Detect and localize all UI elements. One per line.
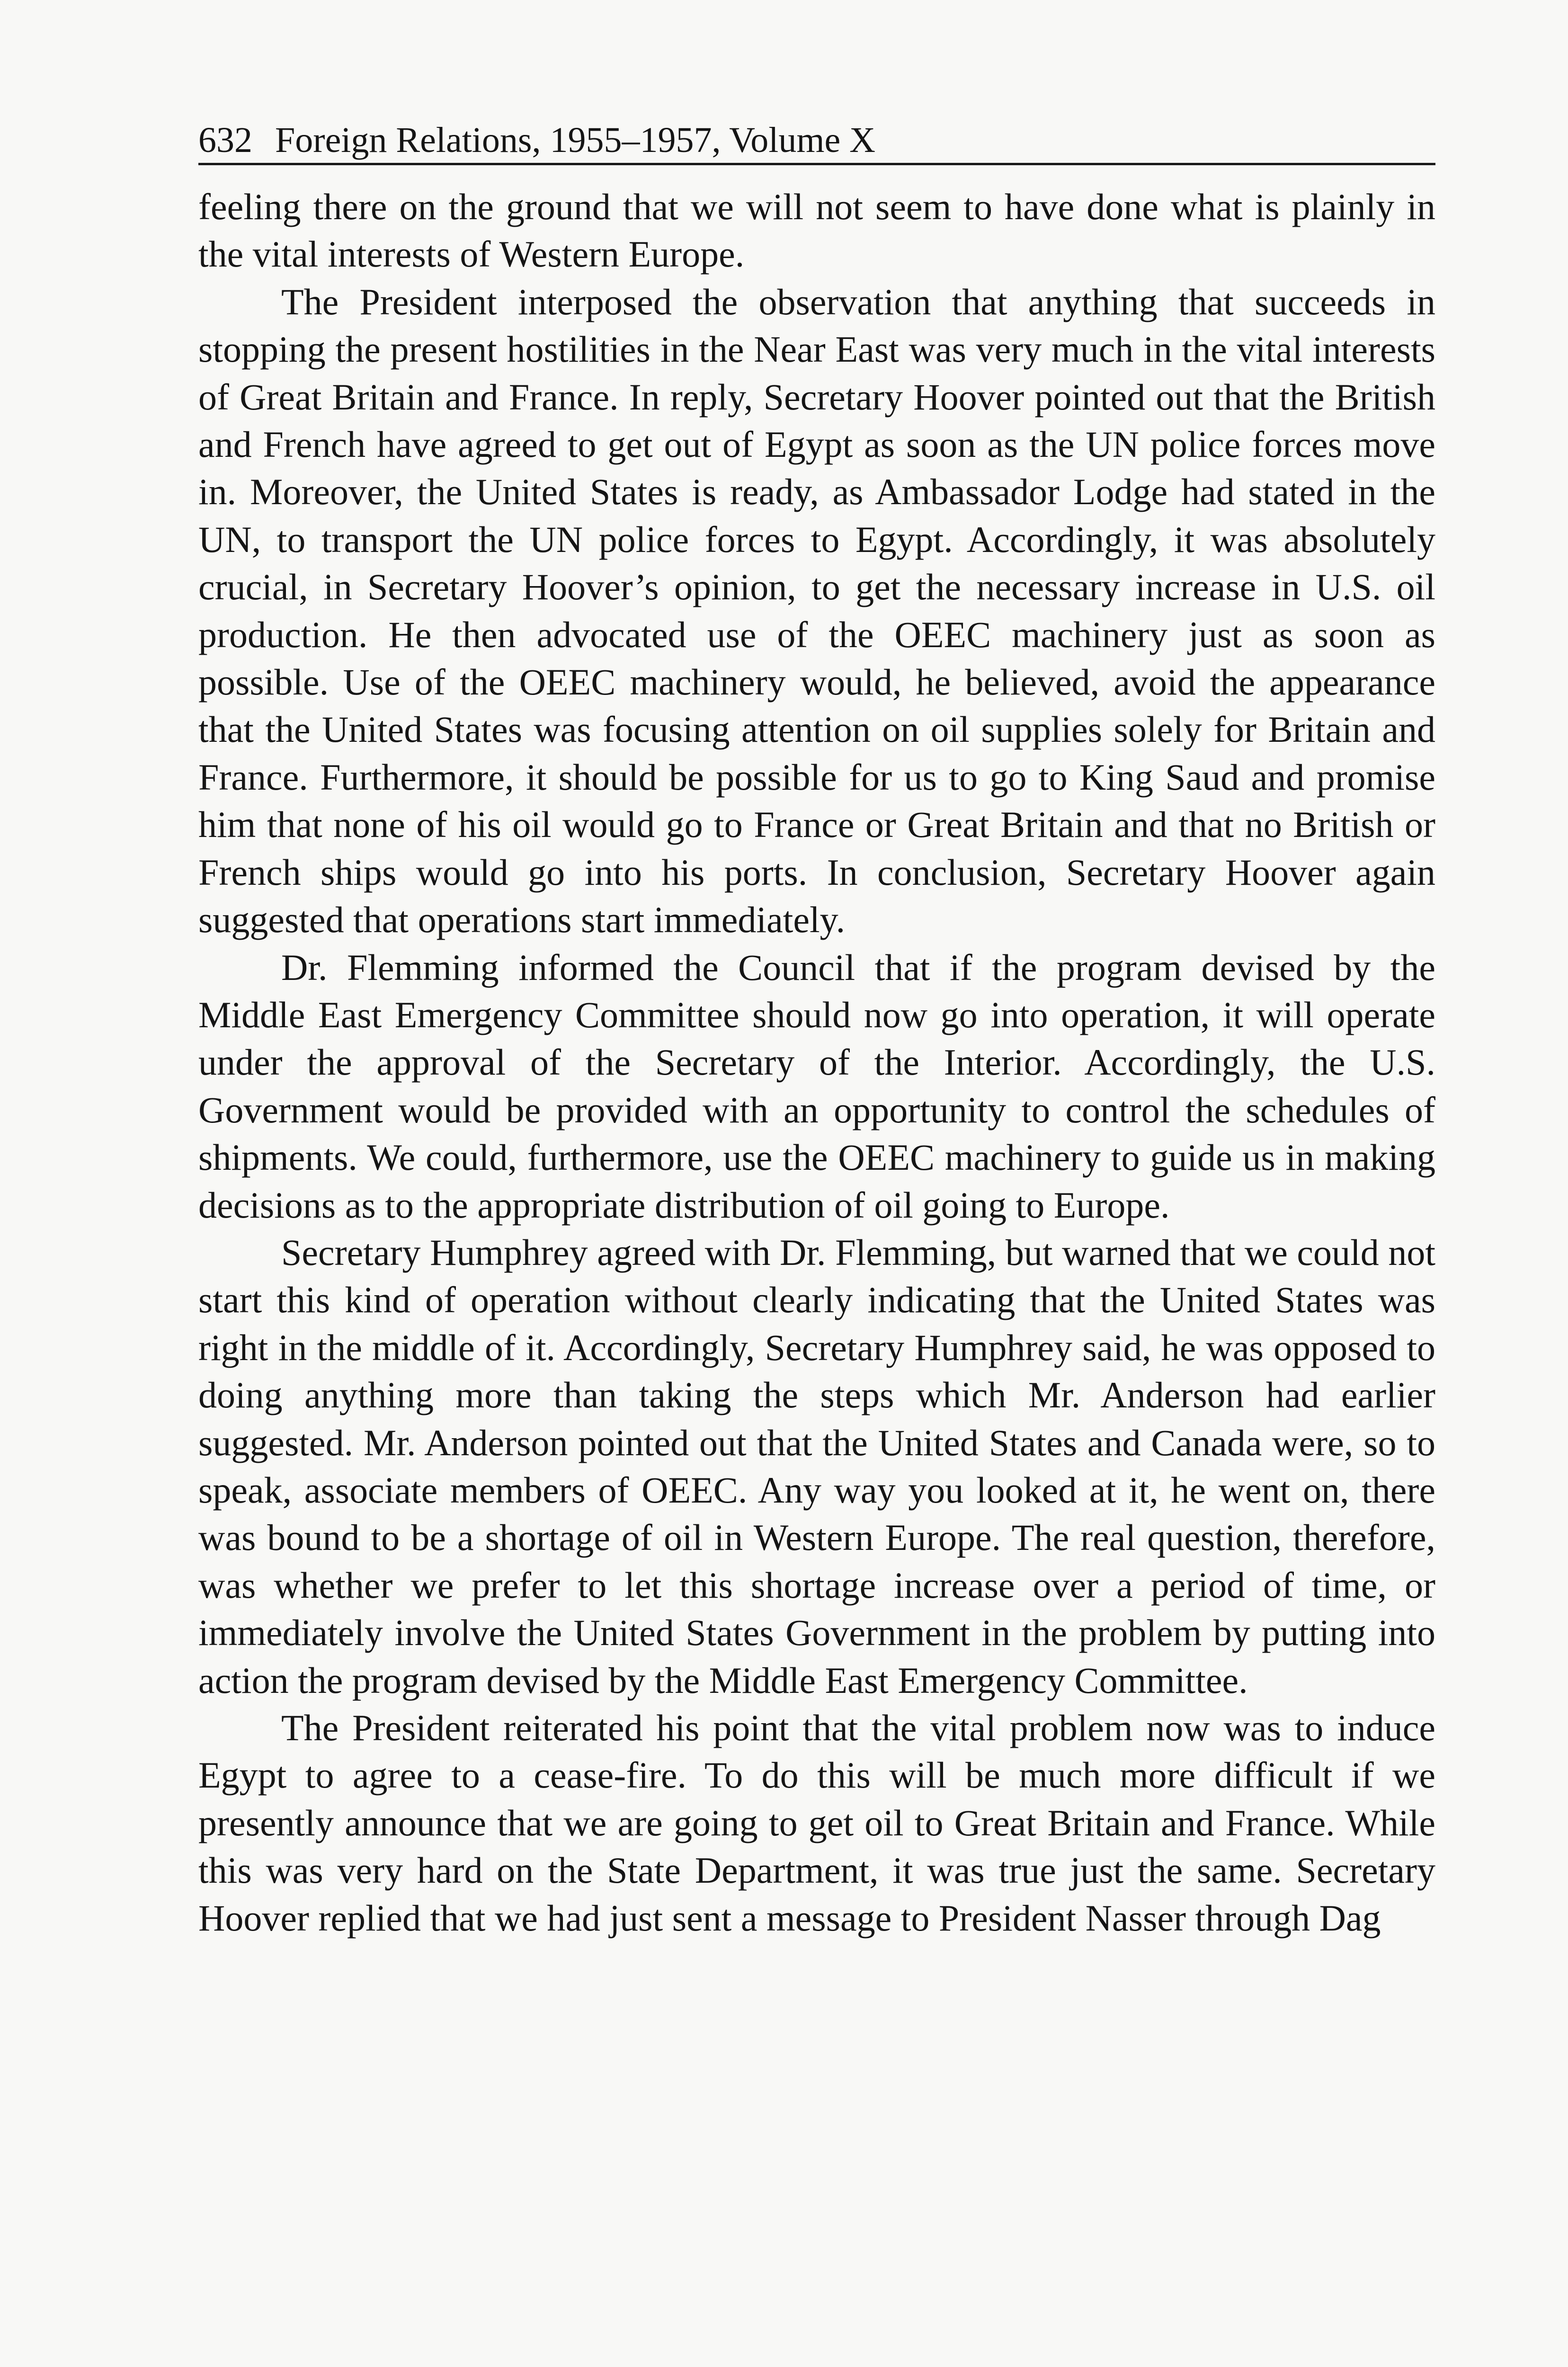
page-number: 632 [198, 120, 252, 160]
paragraph-president-reiterated: The President reiterated his point that the vital problem now was to induce Egypt to agree to a cease-fire. To do this will be much more difficult if we presently announce that we are going to get oil to Great Britain and France. While this was very hard on the State Department, it was true just the same. Secretary Hoover replied that we had just sent a message to President Nasser through Dag [198, 1707, 1435, 1939]
paragraph-president-interposed: The President interposed the observation that anything that succeeds in stopping the present hostilities in the Near East was very much in the vital interests of Great Britain and France. In reply, Secretary Hoover pointed out that the British and French have agreed to get out of Egypt as soon as the UN police forces move in. Moreover, the United States is ready, as Ambassador Lodge had stated in the UN, to transport the UN police forces to Egypt. Accordingly, it was absolutely crucial, in Secretary Hoover’s opinion, to get the necessary increase in U.S. oil production. He then advocated use of the OEEC machinery just as soon as possible. Use of the OEEC machinery would, he believed, avoid the appearance that the United States was focusing attention on oil supplies solely for Britain and France. Furthermore, it should be possible for us to go to King Saud and promise him that none of his oil would go to France or Great Britain and that no British or French ships would go into his ports. In conclusion, Secretary Hoover again suggested that operations start immediately. [198, 281, 1435, 941]
paragraph-flemming: Dr. Flemming informed the Council that if the program devised by the Middle East Emergency Committee should now go into operation, it will operate under the approval of the Secretary of the Interior. Accordingly, the U.S. Government would be provided with an opportunity to control the schedules of shipments. We could, furthermore, use the OEEC machinery to guide us in making decisions as to the appropriate distribution of oil going to Europe. [198, 946, 1435, 1226]
body-text [198, 183, 1435, 1942]
paragraph-continuation: feeling there on the ground that we will not seem to have done what is plainly in the vital interests of Western Europe. [198, 186, 1435, 275]
running-head [198, 118, 1435, 165]
paragraph-humphrey: Secretary Humphrey agreed with Dr. Flemming, but warned that we could not start this kind of operation without clearly indicating that the United States was right in the middle of it. Accordingly, Secretary Humphrey said, he was opposed to doing anything more than taking the steps which Mr. Anderson had earlier suggested. Mr. Anderson pointed out that the United States and Canada were, so to speak, associate members of OEEC. Any way you looked at it, he went on, there was bound to be a shortage of oil in Western Europe. The real question, therefore, was whether we prefer to let this shortage increase over a period of time, or immediately involve the United States Government in the problem by putting into action the program devised by the Middle East Emergency Committee. [198, 1231, 1435, 1701]
document-page [198, 118, 1435, 1942]
publication-title: Foreign Relations, 1955–1957, Volume X [275, 120, 876, 160]
